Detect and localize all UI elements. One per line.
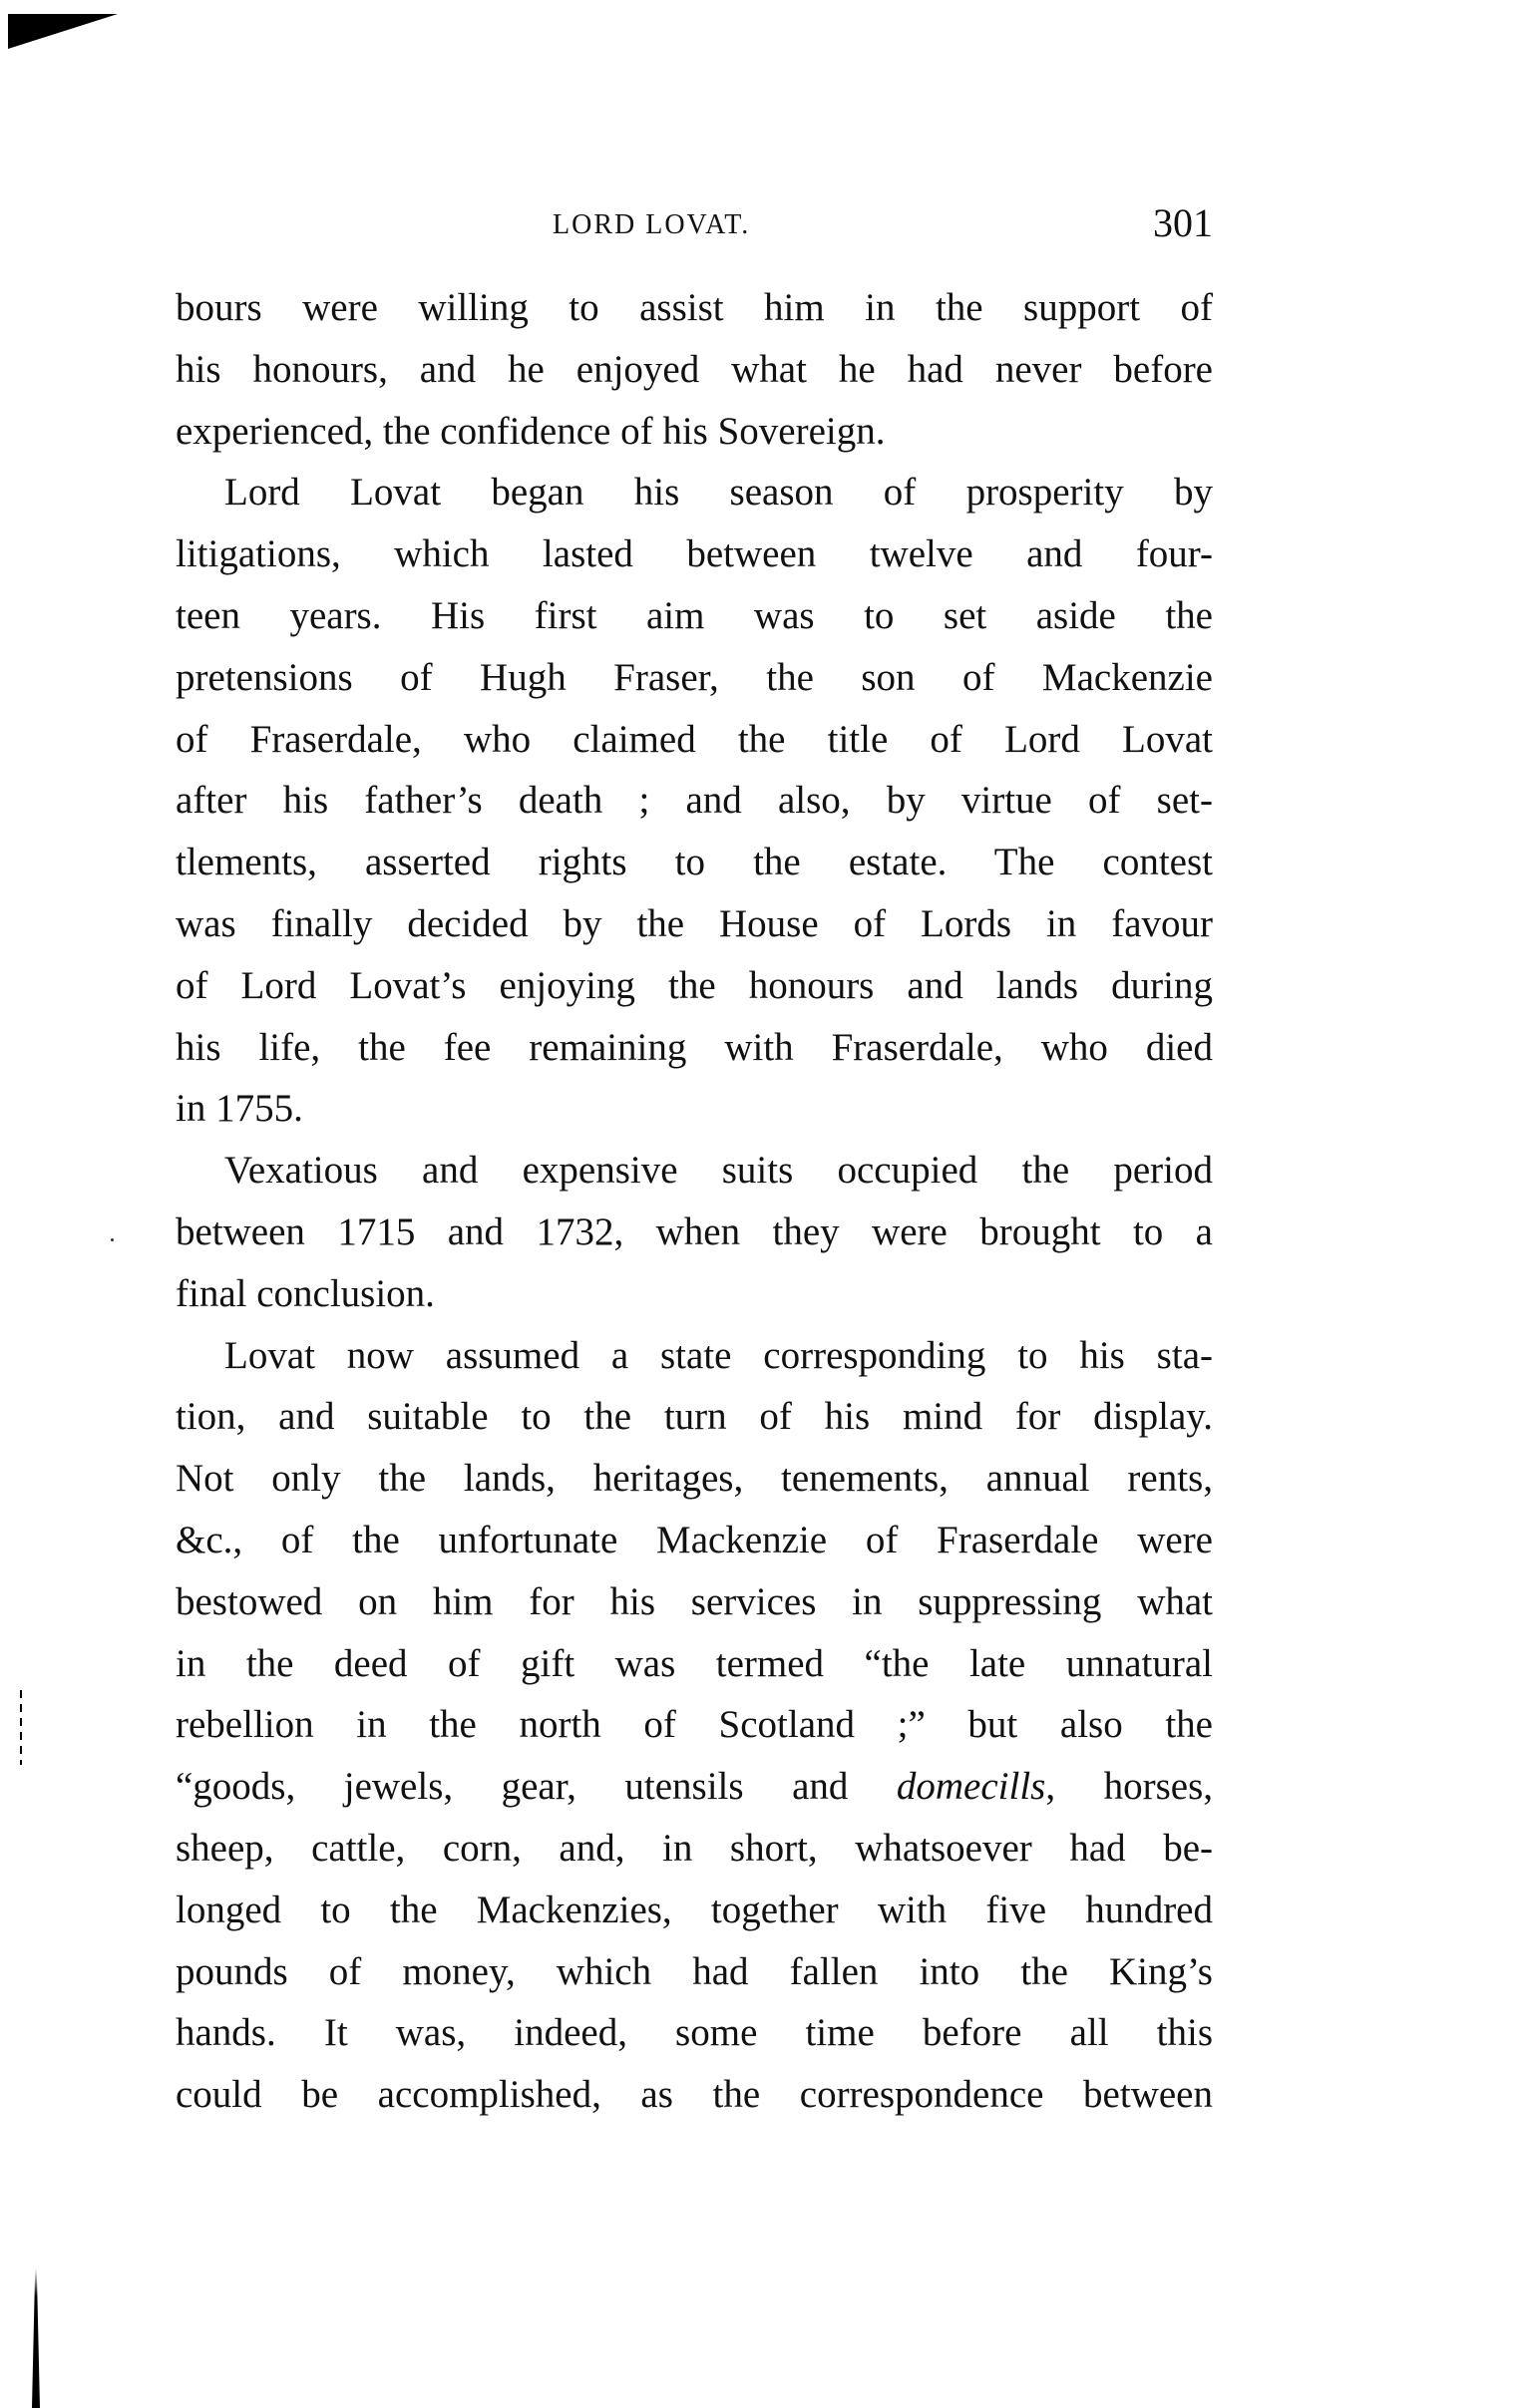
- text-line: rebellion in the north of Scotland ;” but also the: [176, 1703, 1213, 1747]
- text-line: bestowed on him for his services in suppressing what: [176, 1579, 1213, 1623]
- scan-speck: [111, 1238, 114, 1241]
- text-line: sheep, cattle, corn, and, in short, whatsoever had be-: [176, 1826, 1213, 1870]
- text-line: &c., of the unfortunate Mackenzie of Fraserdale were: [176, 1518, 1213, 1561]
- text-line: pounds of money, which had fallen into the King’s: [176, 1949, 1213, 1993]
- text-line: litigations, which lasted between twelve and four-: [176, 532, 1213, 576]
- page-number: 301: [1153, 200, 1213, 245]
- scan-artifact-bottom-mark: [32, 2268, 40, 2408]
- text-line: was finally decided by the House of Lords in favour: [176, 901, 1213, 945]
- text-line: hands. It was, indeed, some time before all this: [176, 2011, 1213, 2055]
- text-line: in the deed of gift was termed “the late unnatural: [176, 1641, 1213, 1685]
- text-line: Vexatious and expensive suits occupied the period: [224, 1149, 1213, 1193]
- text-line: longed to the Mackenzies, together with five hundred: [176, 1888, 1213, 1931]
- text-line: bours were willing to assist him in the support of: [176, 286, 1213, 329]
- text-line: could be accomplished, as the correspondence between: [176, 2073, 1213, 2117]
- scan-artifact-corner: [8, 14, 118, 49]
- text-line: Lord Lovat began his season of prosperity by: [224, 471, 1213, 515]
- text-line: his life, the fee remaining with Fraserdale, who died: [176, 1025, 1213, 1069]
- page-header: [176, 199, 1213, 249]
- text-line: [176, 1756, 1213, 1818]
- text-line: tion, and suitable to the turn of his mind for display.: [176, 1395, 1213, 1439]
- text-line: experienced, the confidence of his Sovereign.: [176, 409, 886, 453]
- text-segment: , horses,: [1045, 1765, 1213, 1809]
- text-segment: “goods, jewels, gear, utensils and: [176, 1765, 897, 1809]
- text-line: teen years. His first aim was to set aside the: [176, 593, 1213, 637]
- text-line: his honours, and he enjoyed what he had never before: [176, 347, 1213, 391]
- running-head: LORD LOVAT.: [553, 209, 751, 240]
- text-line: pretensions of Hugh Fraser, the son of Mackenzie: [176, 655, 1213, 699]
- text-line: of Lord Lovat’s enjoying the honours and lands during: [176, 963, 1213, 1007]
- italic-term: domecills: [896, 1765, 1046, 1809]
- text-line: after his father’s death ; and also, by virtue of set-: [176, 779, 1213, 823]
- text-line: tlements, asserted rights to the estate. The contest: [176, 841, 1213, 884]
- text-line: final conclusion.: [176, 1271, 435, 1315]
- text-line: Lovat now assumed a state corresponding to his sta-: [224, 1333, 1213, 1377]
- text-line: of Fraserdale, who claimed the title of Lord Lovat: [176, 717, 1213, 761]
- text-line: between 1715 and 1732, when they were brought to a: [176, 1209, 1213, 1253]
- scan-artifact-margin-mark: [20, 1690, 22, 1765]
- body-text: [176, 277, 1213, 2126]
- text-line: Not only the lands, heritages, tenements, annual rents,: [176, 1457, 1213, 1501]
- text-line: in 1755.: [176, 1087, 303, 1131]
